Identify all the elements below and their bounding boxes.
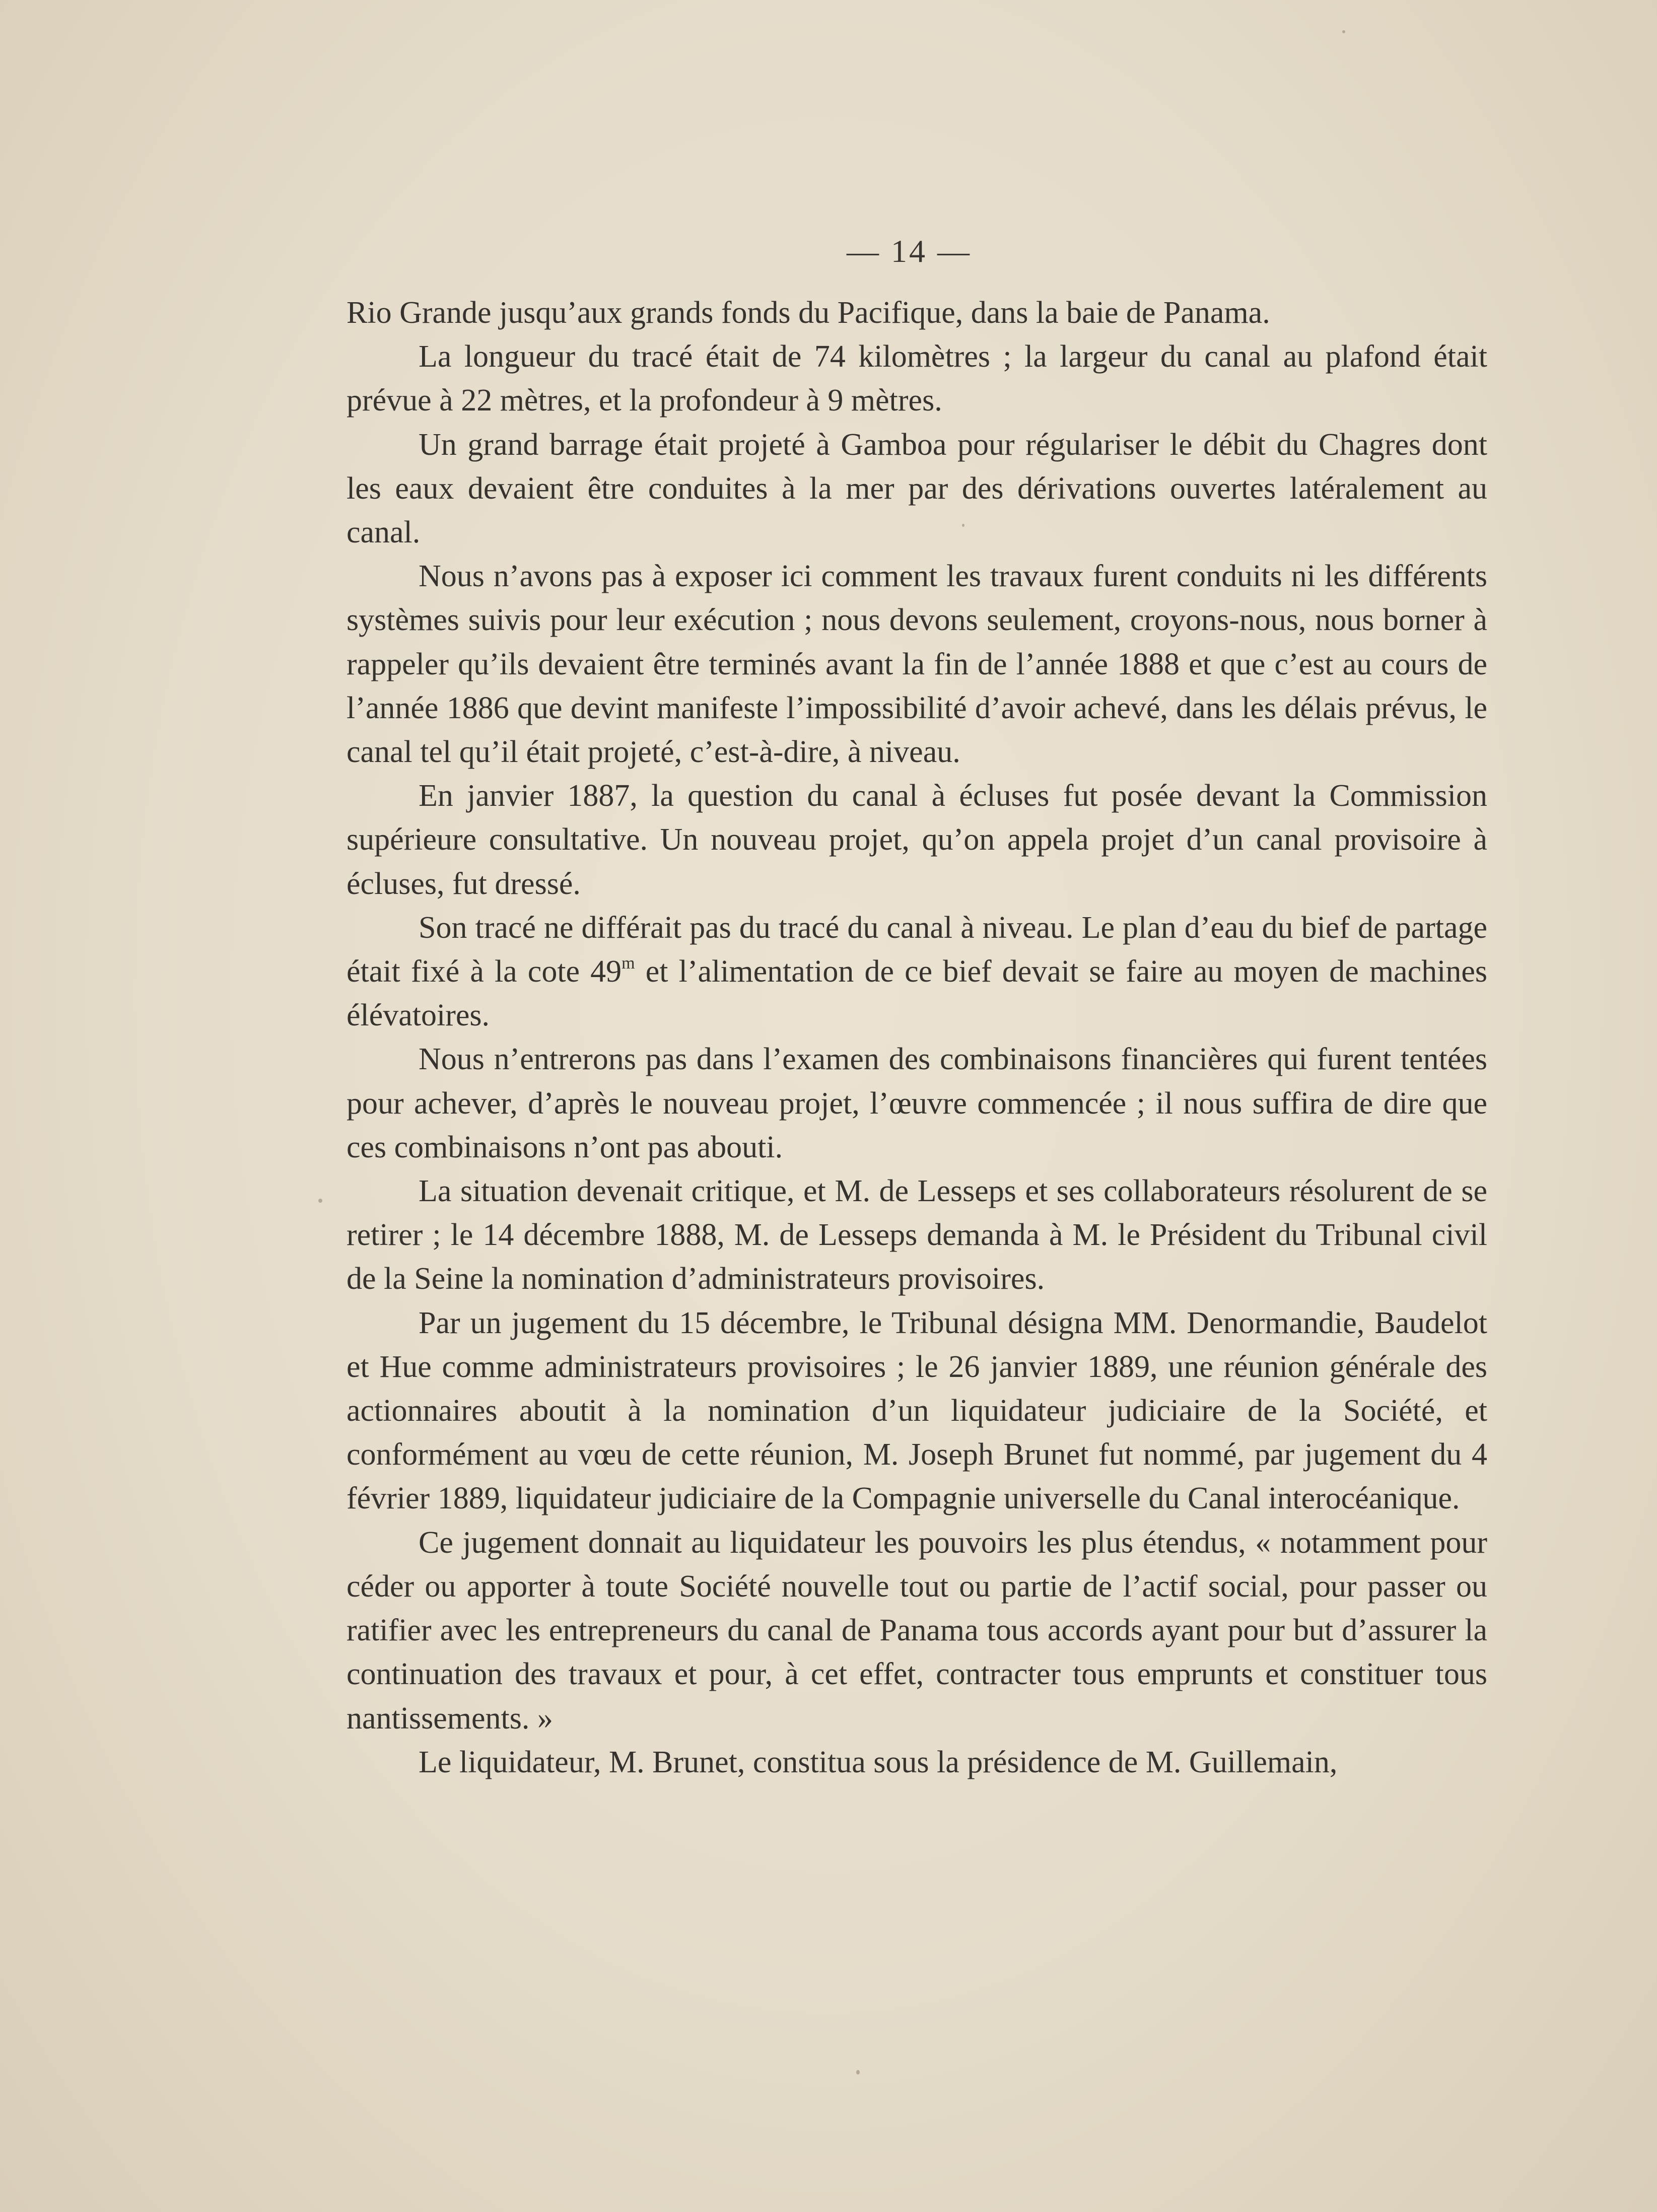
paragraph-lesseps-withdrawal: La situation devenait critique, et M. de Lesseps et ses collaborateurs résolurent de se retirer ; le 14 décembre 1888, M. de Lesseps demanda à M. le Président du Tribunal civil de la Seine la nomination d’administrateurs provisoires. <box>347 1174 1487 1296</box>
body-text <box>347 291 1487 1784</box>
summit-level-text-start: Son tracé ne différait pas du tracé du canal à niveau. Le plan d’eau du bief de partage était fixé à la cote 49 <box>347 910 1487 989</box>
paper-speck <box>1342 30 1345 33</box>
paper-speck <box>962 524 964 527</box>
paper-speck <box>318 1199 322 1203</box>
paragraph-financial-combinations: Nous n’entrerons pas dans l’examen des combinaisons financières qui furent tentées pour achever, d’après le nouveau projet, l’œuvre commencée ; il nous suffira de dire que ces combinaisons n’ont pas abouti. <box>347 1042 1487 1164</box>
paragraph-canal-dimensions: La longueur du tracé était de 74 kilomètres ; la largeur du canal au plafond était prévue à 22 mètres, et la profondeur à 9 mètres. <box>347 339 1487 418</box>
page-number: — 14 — <box>847 233 972 269</box>
paragraph-continuation: Rio Grande jusqu’aux grands fonds du Pacifique, dans la baie de Panama. <box>347 296 1270 330</box>
metre-superscript: m <box>622 954 635 973</box>
paper-speck <box>856 2070 860 2075</box>
paragraph-summit-level <box>347 906 1487 1038</box>
paragraph-gamboa-dam: Un grand barrage était projeté à Gamboa pour régulariser le débit du Chagres dont les eaux devaient être conduites à la mer par des dérivations ouvertes latéralement au canal. <box>347 427 1487 550</box>
paragraph-lock-canal-project: En janvier 1887, la question du canal à écluses fut posée devant la Commission supérieure consultative. Un nouveau projet, qu’on appela projet d’un canal provisoire à écluses, fut dressé. <box>347 779 1487 901</box>
summit-level-text-end: et l’alimentation de ce bief devait se faire au moyen de machines élévatoires. <box>347 954 1487 1033</box>
paragraph-works-impossibility: Nous n’avons pas à exposer ici comment les travaux furent conduits ni les différents systèmes suivis pour leur exécution ; nous devons seulement, croyons-nous, nous borner à rappeler qu’ils devaient être terminés avant la fin de l’année 1888 et que c’est au cours de l’année 1886 que devint manifeste l’impossibilité d’avoir achevé, dans les délais prévus, le canal tel qu’il était projeté, c’est-à-dire, à niveau. <box>347 559 1487 770</box>
paragraph-liquidator-powers: Ce jugement donnait au liquidateur les pouvoirs les plus étendus, « notamment pour céder ou apporter à toute Société nouvelle tout ou partie de l’actif social, pour passer ou ratifier avec les entrepreneurs du canal de Panama tous accords ayant pour but d’assurer la continuation des travaux et pour, à cet effet, contracter tous emprunts et constituer tous nantissements. » <box>347 1525 1487 1736</box>
paragraph-liquidator-appointment: Par un jugement du 15 décembre, le Tribunal désigna MM. Denormandie, Baudelot et Hue comme administrateurs provisoires ; le 26 janvier 1889, une réunion générale des actionnaires aboutit à la nomination d’un liquidateur judiciaire de la Société, et conformément au vœu de cette réunion, M. Joseph Brunet fut nommé, par jugement du 4 février 1889, liquidateur judiciaire de la Compagnie universelle du Canal interocéanique. <box>347 1305 1487 1516</box>
paragraph-guillemain-committee: Le liquidateur, M. Brunet, constitua sous la présidence de M. Guillemain, <box>419 1745 1338 1779</box>
